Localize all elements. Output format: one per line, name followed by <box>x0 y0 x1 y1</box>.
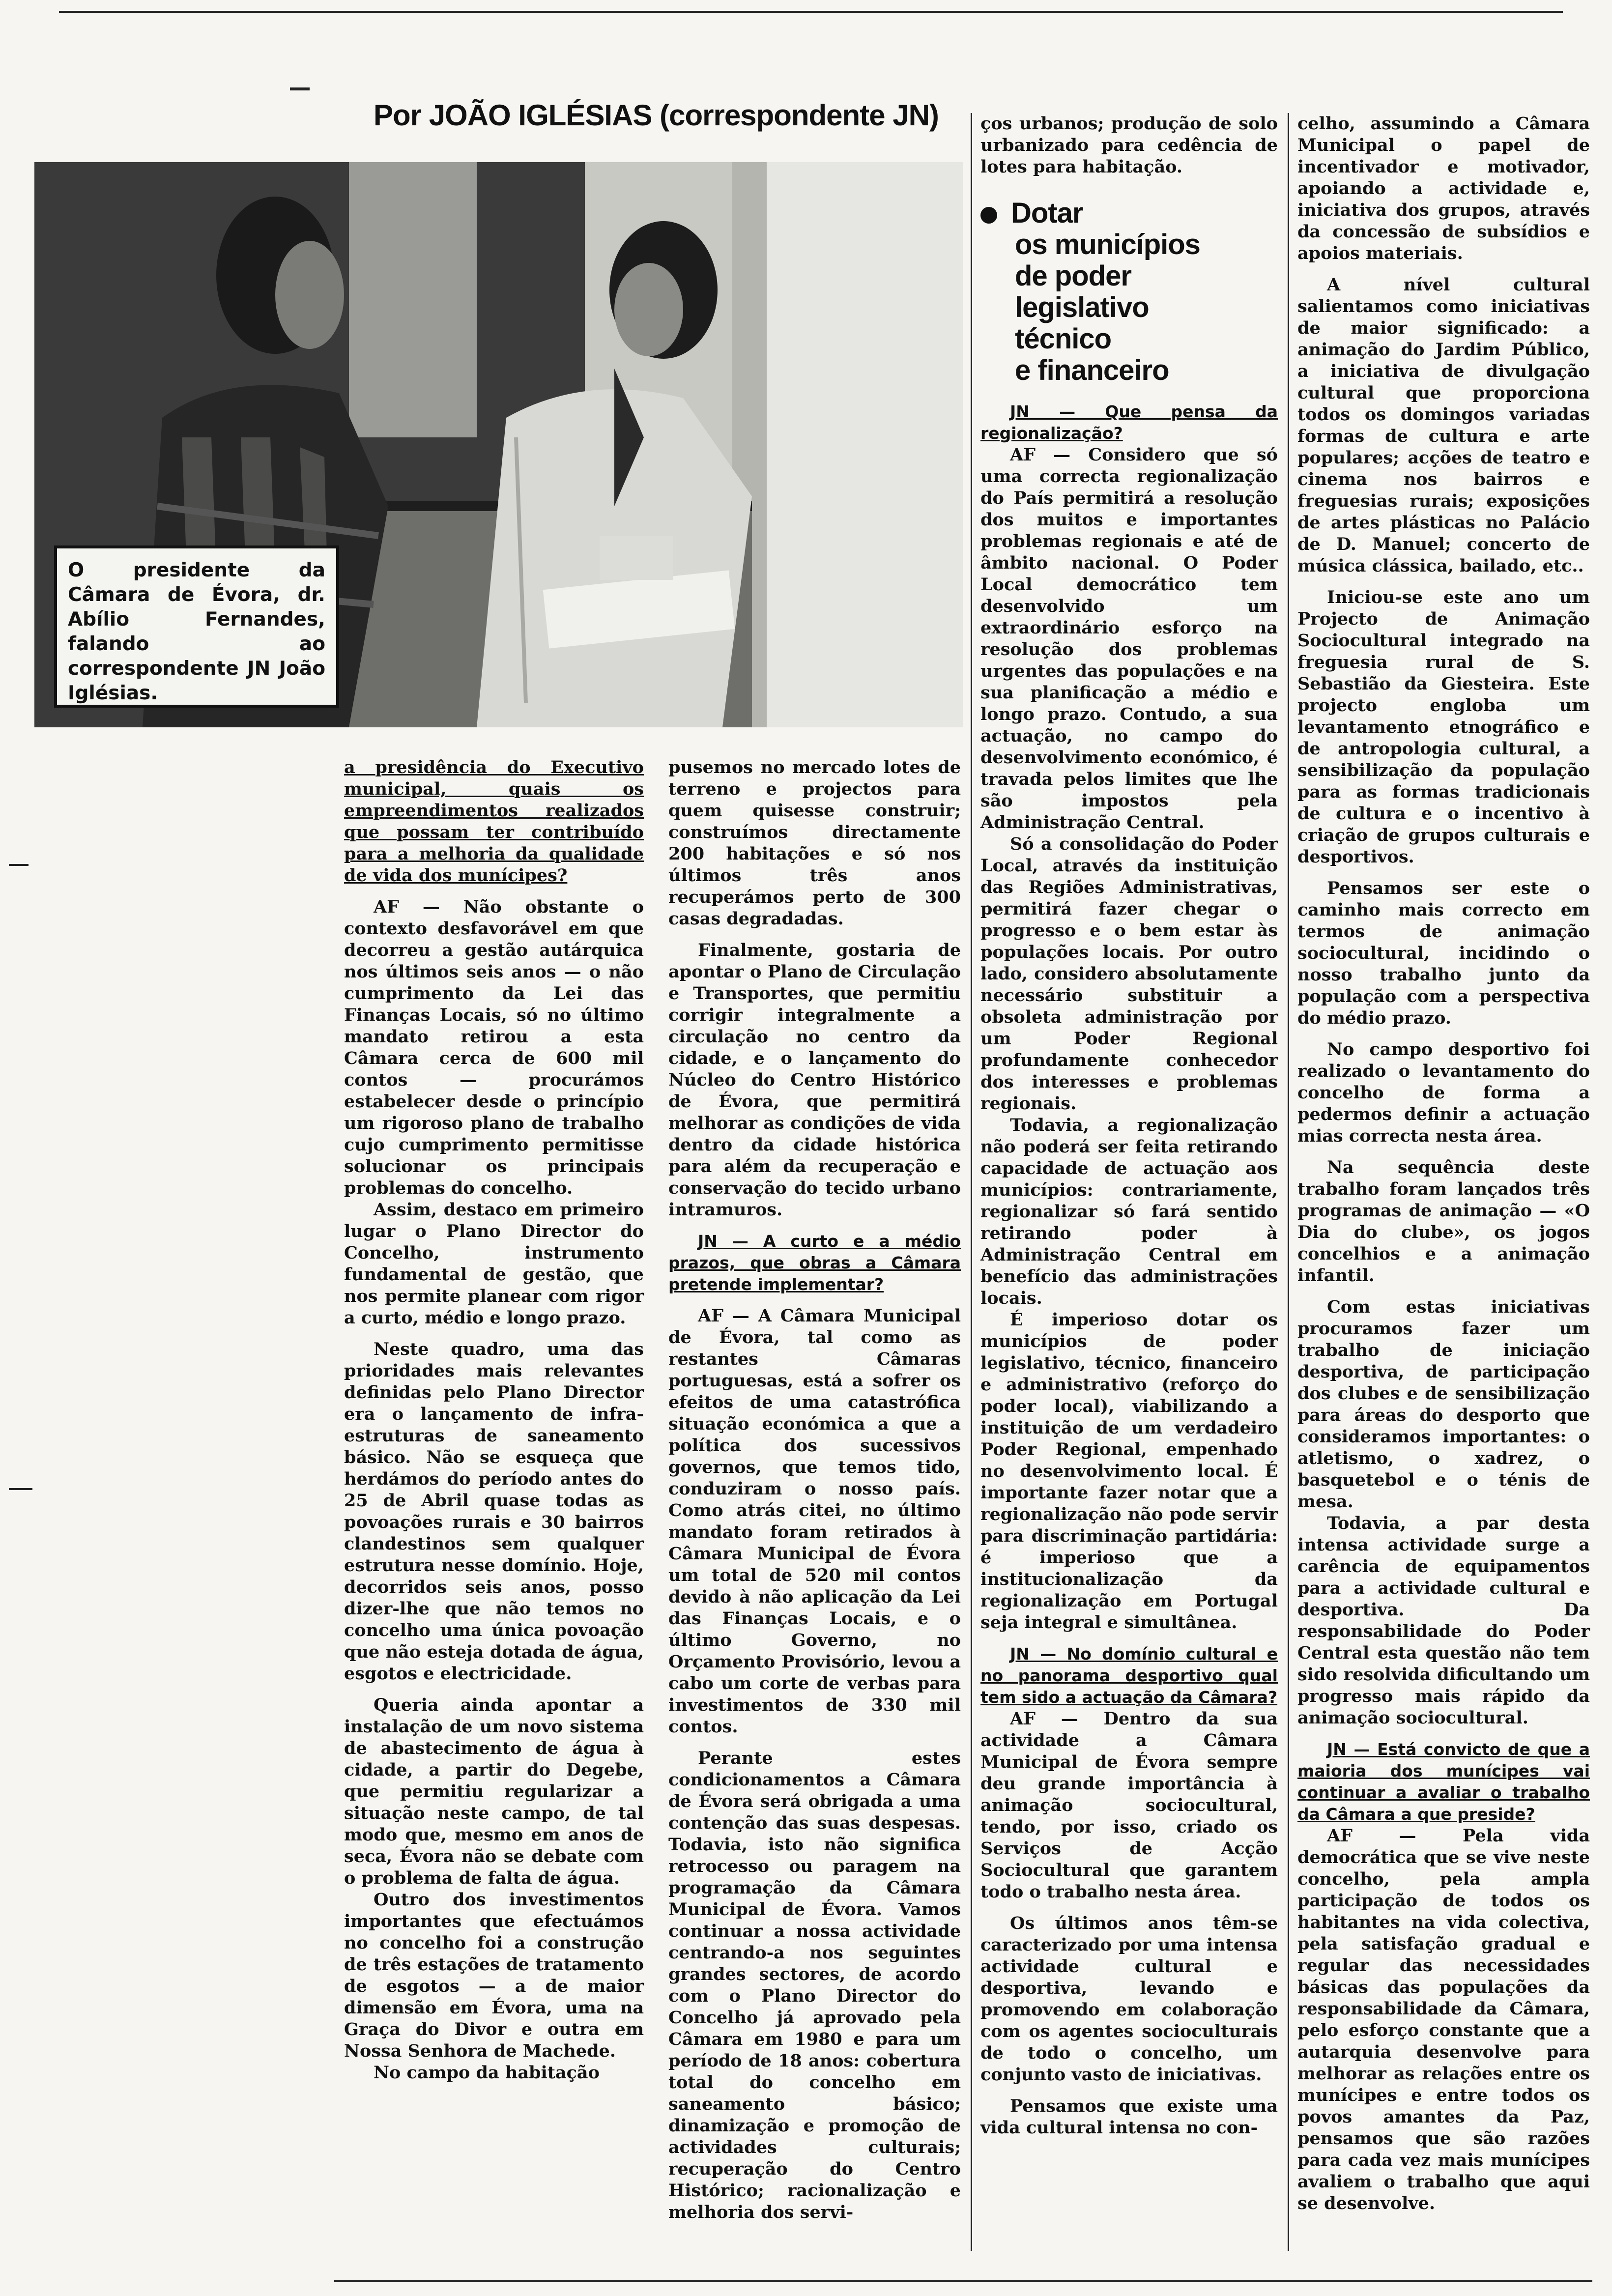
paragraph: No campo da habitação <box>374 2063 600 2083</box>
paragraph: Finalmente, gostaria de apontar o Plano de Circulação e Transportes, que permitiu corrigir integralmente a circulação no centro da cidade, e o lançamento do Núcleo do Centro Histórico de Évora, que permitirá melhorar as condições de vida dentro da cidade histórica para além da recuperação e conservação do tecido urbano intramuros. <box>668 940 961 1220</box>
subheading-line: Dotar <box>980 198 1278 229</box>
paragraph: AF — Pela vida democrática que se vive neste concelho, pela ampla participação de todos os habitantes na vida colectiva, pela satisfação gradual e regular das necessidades básicas das populações da responsabilidade da Câmara, pelo esforço constante que a autarquia desenvolve para melhorar as relações entre os munícipes e entre todos os povos amantes da Paz, pensamos que são razões para cada vez mais munícipes avaliem o trabalho que aqui se desenvolve. <box>1297 1826 1590 2213</box>
photo-caption: O presidente da Câmara de Évora, dr. Abílio Fernandes, falando ao correspondente JN João Iglésias. <box>54 545 339 708</box>
question: JN — Que pensa da regionalização? <box>980 402 1278 443</box>
column-1 <box>344 757 644 2084</box>
paragraph: Pensamos ser este o caminho mais correcto em termos de animação sociocultural, incidindo o nosso trabalho junto da população com a perspectiva do médio prazo. <box>1297 878 1590 1028</box>
question: JN — A curto e a médio prazos, que obras a Câmara pretende implementar? <box>668 1232 961 1294</box>
paragraph: pusemos no mercado lotes de terreno e projectos para quem quisesse construir; construímos directamente 200 habitações e só nos últimos três anos recuperámos perto de 300 casas degradadas. <box>668 757 961 929</box>
question: JN — Está convicto de que a maioria dos munícipes vai continuar a avaliar o trabalho da Câmara a que preside? <box>1297 1740 1590 1824</box>
left-mark <box>290 87 310 90</box>
column-2 <box>668 757 961 2223</box>
top-rule <box>59 11 1563 13</box>
paragraph: celho, assumindo a Câmara Municipal o papel de incentivador e motivador, apoiando a actividade e, iniciativa dos grupos, através da concessão de subsídios e apoios materiais. <box>1297 114 1590 263</box>
subheading-line: e financeiro <box>1015 354 1169 386</box>
paragraph: a presidência do Executivo municipal, quais os empreendimentos realizados que possam ter contribuído para a melhoria da qualidade de vida dos munícipes? <box>344 757 644 886</box>
paragraph: É imperioso dotar os municípios de poder legislativo, técnico, financeiro e administrativo (reforço do poder local), viabilizando a instituição de um verdadeiro Poder Regional, empenhado no desenvolvimento local. É importante fazer notar que a regionalização não pode servir para discriminação partidária: é imperioso que a institucionalização da regionalização em Portugal seja integral e simultânea. <box>980 1310 1278 1633</box>
paragraph: Os últimos anos têm-se caracterizado por uma intensa actividade cultural e desportiva, levando e promovendo em colaboração com os agentes socioculturais de todo o concelho, um conjunto vasto de iniciativas. <box>980 1913 1278 2085</box>
paragraph: AF — Considero que só uma correcta regionalização do País permitirá a resolução dos muitos e importantes problemas regionais e até de âmbito nacional. O Poder Local democrático tem desenvolvido um extraordinário esforço na resolução dos problemas urgentes das populações e na sua planificação a médio e longo prazo. Contudo, a sua actuação, no campo do desenvolvimento económico, é travada pelos limites que lhe são impostos pela Administração Central. <box>980 445 1278 832</box>
byline: Por JOÃO IGLÉSIAS (correspondente JN) <box>374 99 939 132</box>
paragraph: Todavia, a regionalização não poderá ser feita retirando capacidade de actuação aos municípios: contrariamente, regionalizar só fará sentido retirando poder à Administração Central em benefício das administrações locais. <box>980 1115 1278 1308</box>
paragraph: Na sequência deste trabalho foram lançados três programas de animação — «O Dia do clube», os jogos concelhios e a animação infantil. <box>1297 1157 1590 1286</box>
question: JN — No domínio cultural e no panorama desportivo qual tem sido a actuação da Câmara? <box>980 1644 1278 1707</box>
paragraph: AF — A Câmara Municipal de Évora, tal como as restantes Câmaras portuguesas, está a sofrer os efeitos de uma catastrófica situação económica a que a política dos sucessivos governos, que temos tido, conduziram o nosso país. Como atrás citei, no último mandato foram retirados à Câmara Municipal de Évora um total de 520 mil contos devido à não aplicação da Lei das Finanças Locais, e o último Governo, no Orçamento Provisório, levou a cabo um corte de verbas para investimentos de 330 mil contos. <box>668 1306 961 1737</box>
paragraph: No campo desportivo foi realizado o levantamento do concelho de forma a pedermos definir a actuação mias correcta nesta área. <box>1297 1039 1590 1146</box>
bottom-rule <box>334 2280 1592 2282</box>
column-4 <box>1297 113 1590 2214</box>
paragraph: Outro dos investimentos importantes que efectuámos no concelho foi a construção de três estações de tratamento de esgotos — a de maior dimensão em Évora, uma na Graça do Divor e outra em Nossa Senhora de Machede. <box>344 1890 644 2061</box>
subheading-line: legislativo <box>1015 291 1149 323</box>
paragraph: AF — Não obstante o contexto desfavorável em que decorreu a gestão autárquica nos últimos seis anos — o não cumprimento da Lei das Finanças Locais, só no último mandato retirou a esta Câmara cerca de 600 mil contos — procurámos estabelecer desde o princípio um rigoroso plano de trabalho cujo cumprimento permitisse solucionar os principais problemas do concelho. <box>344 897 644 1198</box>
paragraph: Pensamos que existe uma vida cultural intensa no con- <box>980 2096 1278 2138</box>
subheading <box>980 198 1278 386</box>
subheading-line: de poder <box>1015 260 1131 292</box>
column-rule-3 <box>971 113 972 2251</box>
subheading-line: técnico <box>1015 323 1112 355</box>
paragraph: Assim, destaco em primeiro lugar o Plano Director do Concelho, instrumento fundamental de gestão, que nos permite planear com rigor a curto, médio e longo prazo. <box>344 1200 644 1328</box>
subheading-line: os municípios <box>1015 229 1200 260</box>
bullet-icon <box>980 207 997 224</box>
paragraph: Todavia, a par desta intensa actividade surge a carência de equipamentos para a actividade cultural e desportiva. Da responsabilidade do Poder Central esta questão não tem sido resolvida dificultando um progresso mais rápido da animação sociocultural. <box>1297 1513 1590 1728</box>
paragraph: AF — Dentro da sua actividade a Câmara Municipal de Évora sempre deu grande importância à animação sociocultural, tendo, por isso, criado os Serviços de Acção Sociocultural que garantem todo o trabalho nesta área. <box>980 1709 1278 1902</box>
paragraph: ços urbanos; produção de solo urbanizado para cedência de lotes para habitação. <box>980 114 1278 177</box>
margin-tick-1 <box>9 864 29 866</box>
column-rule-4 <box>1288 113 1289 2251</box>
paragraph: Neste quadro, uma das prioridades mais relevantes definidas pelo Plano Director era o lançamento de infra-estruturas de saneamento básico. Não se esqueça que herdámos do período antes do 25 de Abril quase todas as povoações rurais e 30 bairros clandestinos sem qualquer estrutura nesse domínio. Hoje, decorridos seis anos, posso dizer-lhe que não temos no concelho uma única povoação que não esteja dotada de água, esgotos e electricidade. <box>344 1339 644 1684</box>
paragraph: Queria ainda apontar a instalação de um novo sistema de abastecimento de água à cidade, a partir do Degebe, que permitiu regularizar a situação neste campo, de tal modo que, mesmo em anos de seca, Évora não se debate com o problema de falta de água. <box>344 1695 644 1888</box>
paragraph: Só a consolidação do Poder Local, através da instituição das Regiões Administrativas, permitirá fazer chegar o progresso e o bem estar às populações locais. Por outro lado, considero absolutamente necessário substituir a obsoleta administração por um Poder Regional profundamente conhecedor dos interesses e problemas regionais. <box>980 834 1278 1114</box>
paragraph: Perante estes condicionamentos a Câmara de Évora será obrigada a uma contenção das suas despesas. Todavia, isto não significa retrocesso ou paragem na programação da Câmara Municipal de Évora. Vamos continuar a nossa actividade centrando-a nos seguintes grandes sectores, de acordo com o Plano Director do Concelho já aprovado pela Câmara em 1980 e para um período de 18 anos: cobertura total do concelho em saneamento básico; dinamização e promoção de actividades culturais; recuperação do Centro Histórico; racionalização e melhoria dos servi- <box>668 1748 961 2222</box>
margin-tick-2 <box>9 1488 32 1490</box>
paragraph: Iniciou-se este ano um Projecto de Animação Sociocultural integrado na freguesia rural de S. Sebastião da Giesteira. Este projecto engloba um levantamento etnográfico e de antropologia cultural, a sensibilização da população para as formas tradicionais de cultura e o incentivo à criação de grupos culturais e desportivos. <box>1297 587 1590 867</box>
column-3 <box>980 113 1278 2139</box>
paragraph: Com estas iniciativas procuramos fazer um trabalho de iniciação desportiva, de participação dos clubes e de sensibilização para áreas do desporto que consideramos importantes: o atletismo, o xadrez, o basquetebol e o ténis de mesa. <box>1297 1297 1590 1512</box>
paragraph: A nível cultural salientamos como iniciativas de maior significado: a animação do Jardim Público, a iniciativa de divulgação cultural que proporciona todos os domingos variadas formas de cultura e arte populares; acções de teatro e cinema nos bairros e freguesias rurais; exposições de artes plásticas no Palácio de D. Manuel; concerto de música clássica, bailado, etc.. <box>1297 275 1590 576</box>
